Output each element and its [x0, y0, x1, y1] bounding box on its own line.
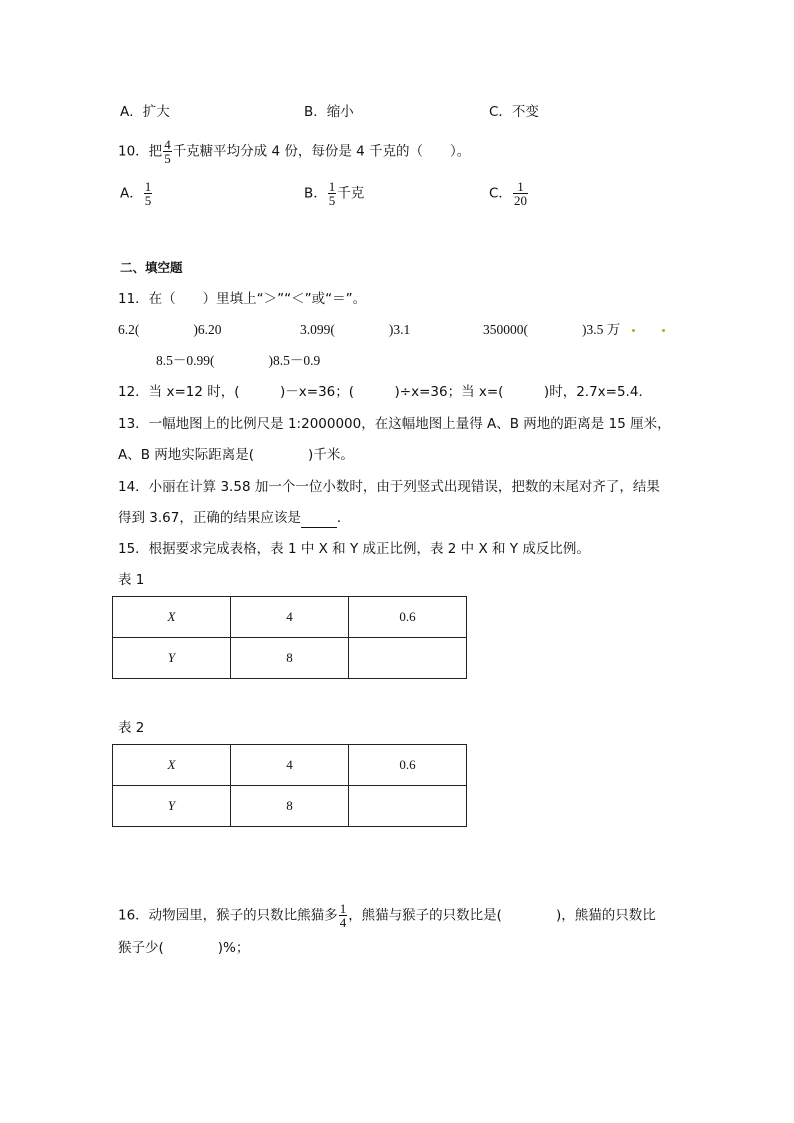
- q16-frac-num: 1: [339, 901, 347, 916]
- option-b: B．缩小: [304, 104, 354, 120]
- question-14-line-2: [118, 508, 350, 528]
- table-2: [112, 744, 467, 827]
- table-row: [113, 786, 467, 827]
- q10-prefix: 10．把: [118, 143, 163, 160]
- q11-item-3: 350000( )3.5 万: [483, 322, 621, 337]
- q10-suffix: 千克糖平均分成 4 份，每份是 4 千克的（ ）。: [172, 143, 471, 160]
- q14-line-2-prefix: 得到 3.67，正确的结果应该是: [118, 510, 301, 526]
- q10-fraction: [163, 138, 172, 165]
- q10-option-b-den: 5: [328, 193, 336, 208]
- q10-option-a: [120, 180, 153, 207]
- table-row: [113, 638, 467, 679]
- q10-option-c: [489, 180, 529, 207]
- table-cell: 0.6: [349, 745, 467, 786]
- section-title: 二、填空题: [120, 260, 183, 275]
- q10-option-c-den: 20: [513, 193, 527, 208]
- question-16-line-2: 猴子少( )%；: [118, 940, 250, 956]
- q10-option-b: [304, 180, 364, 207]
- q14-line-2-suffix: ．: [336, 510, 351, 526]
- question-11: 11．在（ ）里填上“＞”“＜”或“＝”。: [118, 291, 367, 307]
- q16-fraction: [339, 902, 348, 929]
- table-cell: 8: [231, 638, 349, 679]
- table-2-title: 表 2: [118, 720, 145, 736]
- table-cell: Y: [113, 638, 231, 679]
- table-cell: 0.6: [349, 597, 467, 638]
- q10-option-a-num: 1: [144, 179, 152, 194]
- q10-option-a-fraction: [144, 180, 153, 207]
- q10-option-b-num: 1: [328, 179, 336, 194]
- q16-frac-den: 4: [339, 915, 347, 930]
- q16-prefix: 16．动物园里，猴子的只数比熊猫多: [118, 907, 338, 924]
- q10-frac-num: 4: [164, 137, 171, 152]
- table-cell-blank: [349, 638, 467, 679]
- q10-option-c-num: 1: [517, 179, 524, 194]
- option-c: C．不变: [489, 104, 539, 120]
- table-cell: X: [113, 745, 231, 786]
- scan-dot: [632, 329, 635, 332]
- table-cell: 4: [231, 597, 349, 638]
- table-cell-blank: [349, 786, 467, 827]
- question-10: [118, 138, 470, 165]
- q11-item-4: 8.5－0.99( )8.5－0.9: [156, 353, 321, 368]
- table-1: [112, 596, 467, 679]
- question-12: 12．当 x=12 时，( )－x=36；( )÷x=36；当 x=( )时，2.7x=5.4．: [118, 384, 652, 400]
- table-cell: 4: [231, 745, 349, 786]
- q11-item-2: 3.099( )3.1: [300, 322, 411, 337]
- q16-suffix: ，熊猫与猴子的只数比是( )，熊猫的只数比: [348, 907, 656, 924]
- q10-option-c-label: C．: [489, 185, 512, 202]
- table-cell: 8: [231, 786, 349, 827]
- scan-dot: [662, 329, 665, 332]
- question-16-line-1: [118, 902, 656, 929]
- q10-option-b-fraction: [328, 180, 337, 207]
- question-13-line-1: 13．一幅地图上的比例尺是 1:2000000，在这幅地图上量得 A、B 两地的距离是 15 厘米，: [118, 416, 671, 432]
- q10-option-b-unit: 千克: [337, 185, 365, 202]
- question-13-line-2: A、B 两地实际距离是( )千米。: [118, 447, 354, 463]
- q10-frac-den: 5: [164, 151, 171, 166]
- q11-item-1: 6.2( )6.20: [118, 322, 222, 337]
- q10-option-a-den: 5: [144, 193, 152, 208]
- question-14-line-1: 14．小丽在计算 3.58 加一个一位小数时，由于列竖式出现错误，把数的末尾对齐了，结果: [118, 479, 660, 495]
- table-1-title: 表 1: [118, 572, 145, 588]
- answer-blank: [301, 513, 337, 528]
- table-row: [113, 597, 467, 638]
- option-a: A．扩大: [120, 104, 170, 120]
- table-cell: X: [113, 597, 231, 638]
- q10-option-c-fraction: [513, 180, 528, 207]
- question-15: 15．根据要求完成表格，表 1 中 X 和 Y 成正比例，表 2 中 X 和 Y 成反比例。: [118, 541, 590, 557]
- q10-option-a-label: A．: [120, 185, 143, 202]
- q10-option-b-label: B．: [304, 185, 327, 202]
- table-row: [113, 745, 467, 786]
- table-cell: Y: [113, 786, 231, 827]
